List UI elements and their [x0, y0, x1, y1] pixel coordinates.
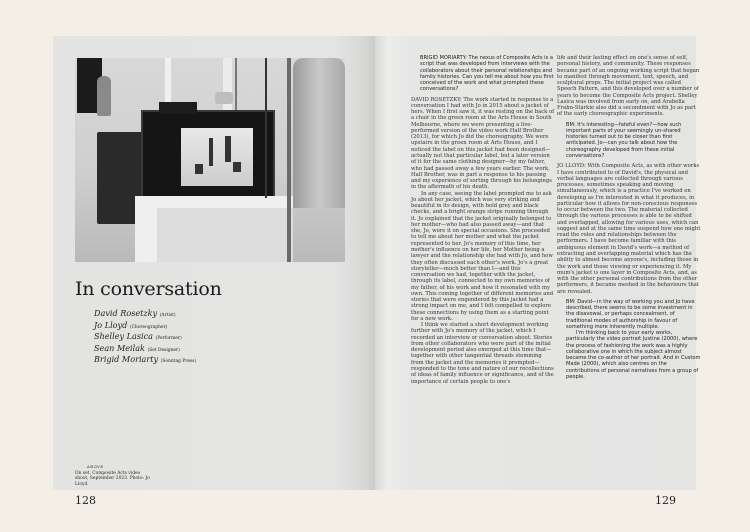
page-number-left: 128 [75, 494, 96, 507]
contributor: Brigid Moriarty (Sonntag Press) [94, 354, 197, 365]
question-text: BRIGID MORIARTY: The nexus of Composite Acts is a script that was developed from interviews with the collaborators about their personal relationships and family histories. Can you tell me about how you first conceived of the work and what prompted these conversations? [420, 55, 554, 93]
question-text: BM: It's interesting—fateful even?—how such important parts of your seemingly un-shared histories turned out to be closer than first anticipated. Jo—can you talk about how the choreography developed from these initial conversations? [566, 121, 682, 159]
photo-caption [75, 464, 155, 487]
contributor: David Rosetzky (Artist) [94, 308, 176, 318]
set-photo [75, 58, 345, 262]
contributor: Shelley Lasica (Performer) [94, 331, 182, 342]
article-title: In conversation [75, 278, 222, 300]
question-text: I'm thinking back to your early works, particularly the video portrait Justine (2000), where the process of fashioning the work was a highly collaborative one in which the subject almost became the co-author of her portrait. And in Custom Made (2000), which also centres on the contributions of personal narratives from a group of people. [566, 330, 701, 381]
page-number-right: 129 [655, 494, 676, 507]
answer-text: life and their lasting effect on one's sense of self, personal history, and community. These responses became part of an ongoing working script that began to manifest through movement, text, speech, and sculptural props. The initial project was called Speech Pattern, and this developed over a number of years to become the Composite Acts project. Shelley Lasica was involved from early on, and Arabella Frahn-Starkie also did a secondment with Jo as part of the early choreographic experiments. [557, 55, 700, 118]
answer-text: JO LLOYD: With Composite Acts, as with other works I have contributed to of David's, the physical and verbal languages are collected through various processes, sometimes speaking and moving simultaneously, which is a practice I've worked on developing as I'm interested in what it produces, in particular how it allows for non-conscious responses to occur between the two. The material collected through the various processes is able to be shifted and overlapped, allowing for various uses, which can suggest and at the same time suspend how one might read the roles and relationships between the performers. I have become familiar with this ambiguous element in David's work—a method of extracting and overlapping material which has the ability to almost become anyone's, including those in the work and those viewing or experiencing it. My mum's jacket is one layer in Composite Acts, and, as with the other personal contributions from the other performers, it became meshed in the behaviours that are revealed. [557, 163, 701, 295]
question-text: BM: David—in the way of working you and Jo have described, there seems to be some investment in the disavowal, or perhaps concealment, of traditional modes of authorship in favour of something more inherently multiple. [566, 298, 695, 330]
contributors-list [94, 309, 196, 367]
contributor: Jo Lloyd (Choreographer) [94, 319, 168, 330]
contributor: Sean Meilak (Set Designer) [94, 342, 180, 353]
answer-text: In any case, seeing the label prompted me to ask Jo about her jacket, which was very striking and beautiful in its design, with bold grey and black checks, and a bright orange stripe running through it. Jo explained that the jacket originally belonged to her mother—who had also passed away—and that she, Jo, wore it on special occasions. She proceeded to tell me about her mother and what the jacket represented to her. Jo's memory of this time, her mother's influence on her life, her Mother being a lawyer and the relationship she had with Jo, and how they often discussed each other's work. Jo's a great storyteller—much better than I—and this conversation we had, together with the jacket, through its label, connected to my own memories of my father, of his work and how it resonated with my own. This coming together of different memories and stories that were engendered by this jacket had a strong impact on me, and I felt compelled to explore these connections by using them as a starting point for a new work. [411, 190, 554, 322]
answer-text: I think we started a short development working further with Jo's memory of the jacket, which I recorded an interview or conversation about. Stories from other collaborators who were part of the initial development period also emerged at this time that—together with other tangential threads stemming from the jacket and the memories it prompted—responded to the tone and nature of our recollections of ideas of family influence or significance, and of the importance of certain people to one's [411, 322, 554, 385]
answer-text: DAVID ROSETZKY: The work started in response to a conversation I had with Jo in 2015 about a jacket of hers. When I first saw it, it was resting on the back of a chair in the green room at the Arts House in South Melbourne, where we were presenting a live-performed version of the video work Half Brother (2013), for which Jo did the choreography. We were upstairs in the green room at Arts House, and I noticed the label on this jacket had been designed—actually not that particular label, but a later version of it for the same clothing designer—by my father, who had passed away a few years earlier. The work, Half Brother, was in part a response to his passing and my experience of sorting through his belongings in the aftermath of his death. [411, 96, 555, 191]
text-column-2 [557, 55, 701, 380]
left-page [53, 36, 375, 507]
text-column-1 [411, 55, 555, 385]
caption-text: On set, Composite Acts video shoot, September 2023. Photo: Jo Lloyd. [75, 470, 150, 487]
caption-label: ABOVE [87, 464, 104, 469]
